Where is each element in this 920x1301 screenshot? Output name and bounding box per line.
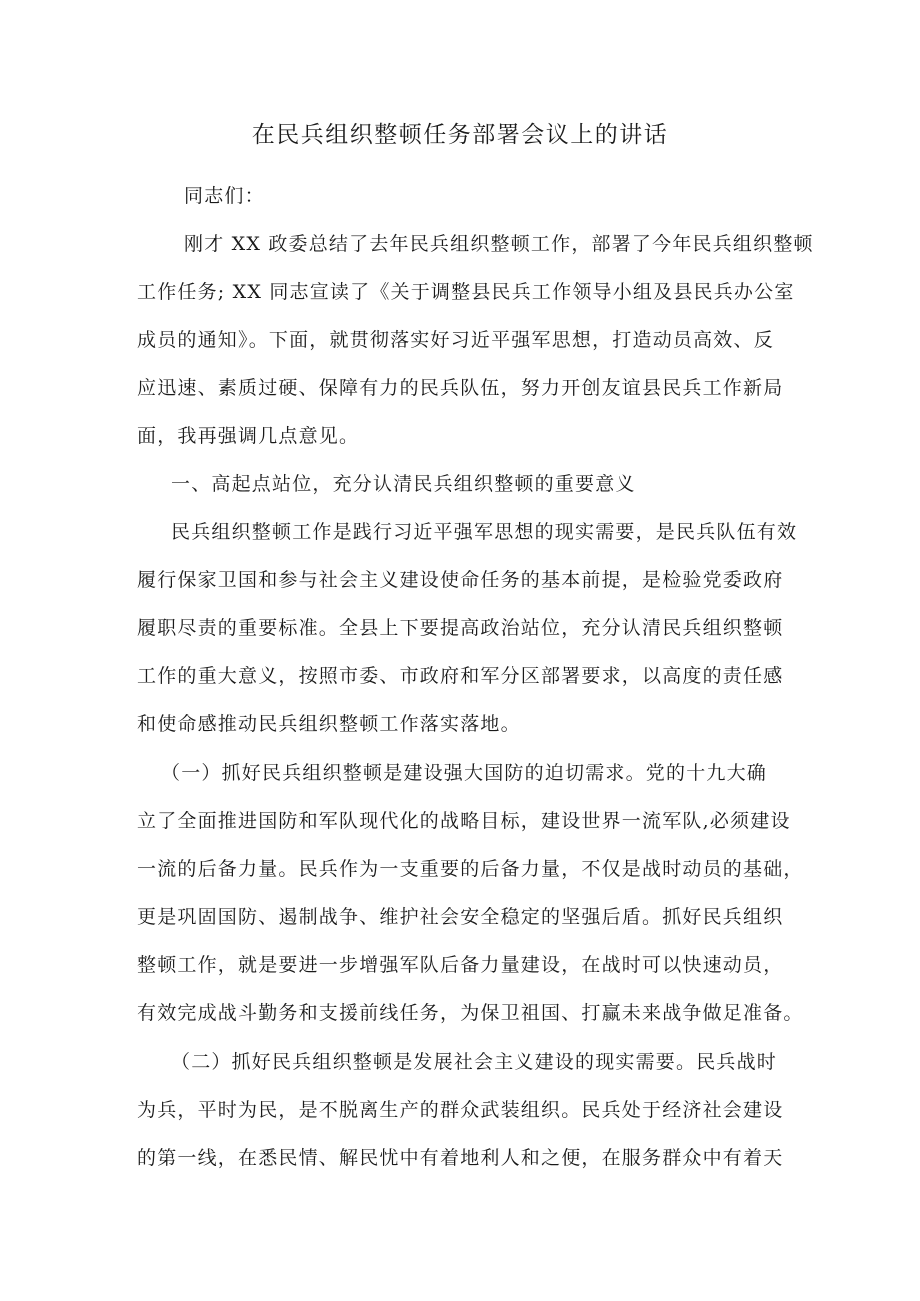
text-line: 一流的后备力量。民兵作为一支重要的后备力量，不仅是战时动员的基础， (137, 858, 804, 880)
text-line: 履行保家卫国和参与社会主义建设使命任务的基本前提，是检验党委政府 (137, 569, 784, 591)
text-line: 更是巩固国防、遏制战争、维护社会安全稳定的坚强后盾。抓好民兵组织 (137, 906, 784, 928)
text-line: 为兵，平时为民，是不脱离生产的群众武装组织。民兵处于经济社会建设 (137, 1099, 784, 1121)
text-line: 工作的重大意义，按照市委、市政府和军分区部署要求，以高度的责任感 (137, 665, 784, 687)
text-line: 面，我再强调几点意见。 (137, 425, 360, 447)
text-line: 工作任务; XX 同志宣读了《关于调整县民兵工作领导小组及县民兵办公室 (137, 281, 795, 303)
section-heading: 一、高起点站位，充分认清民兵组织整顿的重要意义 (171, 473, 636, 495)
document-title: 在民兵组织整顿任务部署会议上的讲话 (251, 122, 669, 148)
text-line: 和使命感推动民兵组织整顿工作落实落地。 (137, 713, 521, 735)
text-line: 有效完成战斗勤务和支援前线任务，为保卫祖国、打赢未来战争做足准备。 (137, 1002, 804, 1024)
text-line: （二）抓好民兵组织整顿是发展社会主义建设的现实需要。民兵战时 (171, 1051, 778, 1073)
text-line: 整顿工作，就是要进一步增强军队后备力量建设，在战时可以快速动员， (137, 954, 784, 976)
greeting: 同志们： (184, 185, 265, 207)
text-line: 履职尽责的重要标准。全县上下要提高政治站位，充分认清民兵组织整顿 (137, 617, 784, 639)
text-line: 刚才 XX 政委总结了去年民兵组织整顿工作，部署了今年民兵组织整顿 (184, 233, 814, 255)
text-line: 民兵组织整顿工作是践行习近平强军思想的现实需要，是民兵队伍有效 (171, 521, 798, 543)
text-line: 成员的通知》。下面，就贯彻落实好习近平强军思想，打造动员高效、反 (137, 329, 774, 351)
text-line: 的第一线，在悉民情、解民忧中有着地利人和之便，在服务群众中有着天 (137, 1147, 784, 1169)
text-line: 应迅速、素质过硬、保障有力的民兵队伍，努力开创友谊县民兵工作新局 (137, 377, 784, 399)
text-line: 立了全面推进国防和军队现代化的战略目标，建设世界一流军队,必须建设 (137, 810, 791, 832)
text-line: （一）抓好民兵组织整顿是建设强大国防的迫切需求。党的十九大确 (161, 762, 768, 784)
